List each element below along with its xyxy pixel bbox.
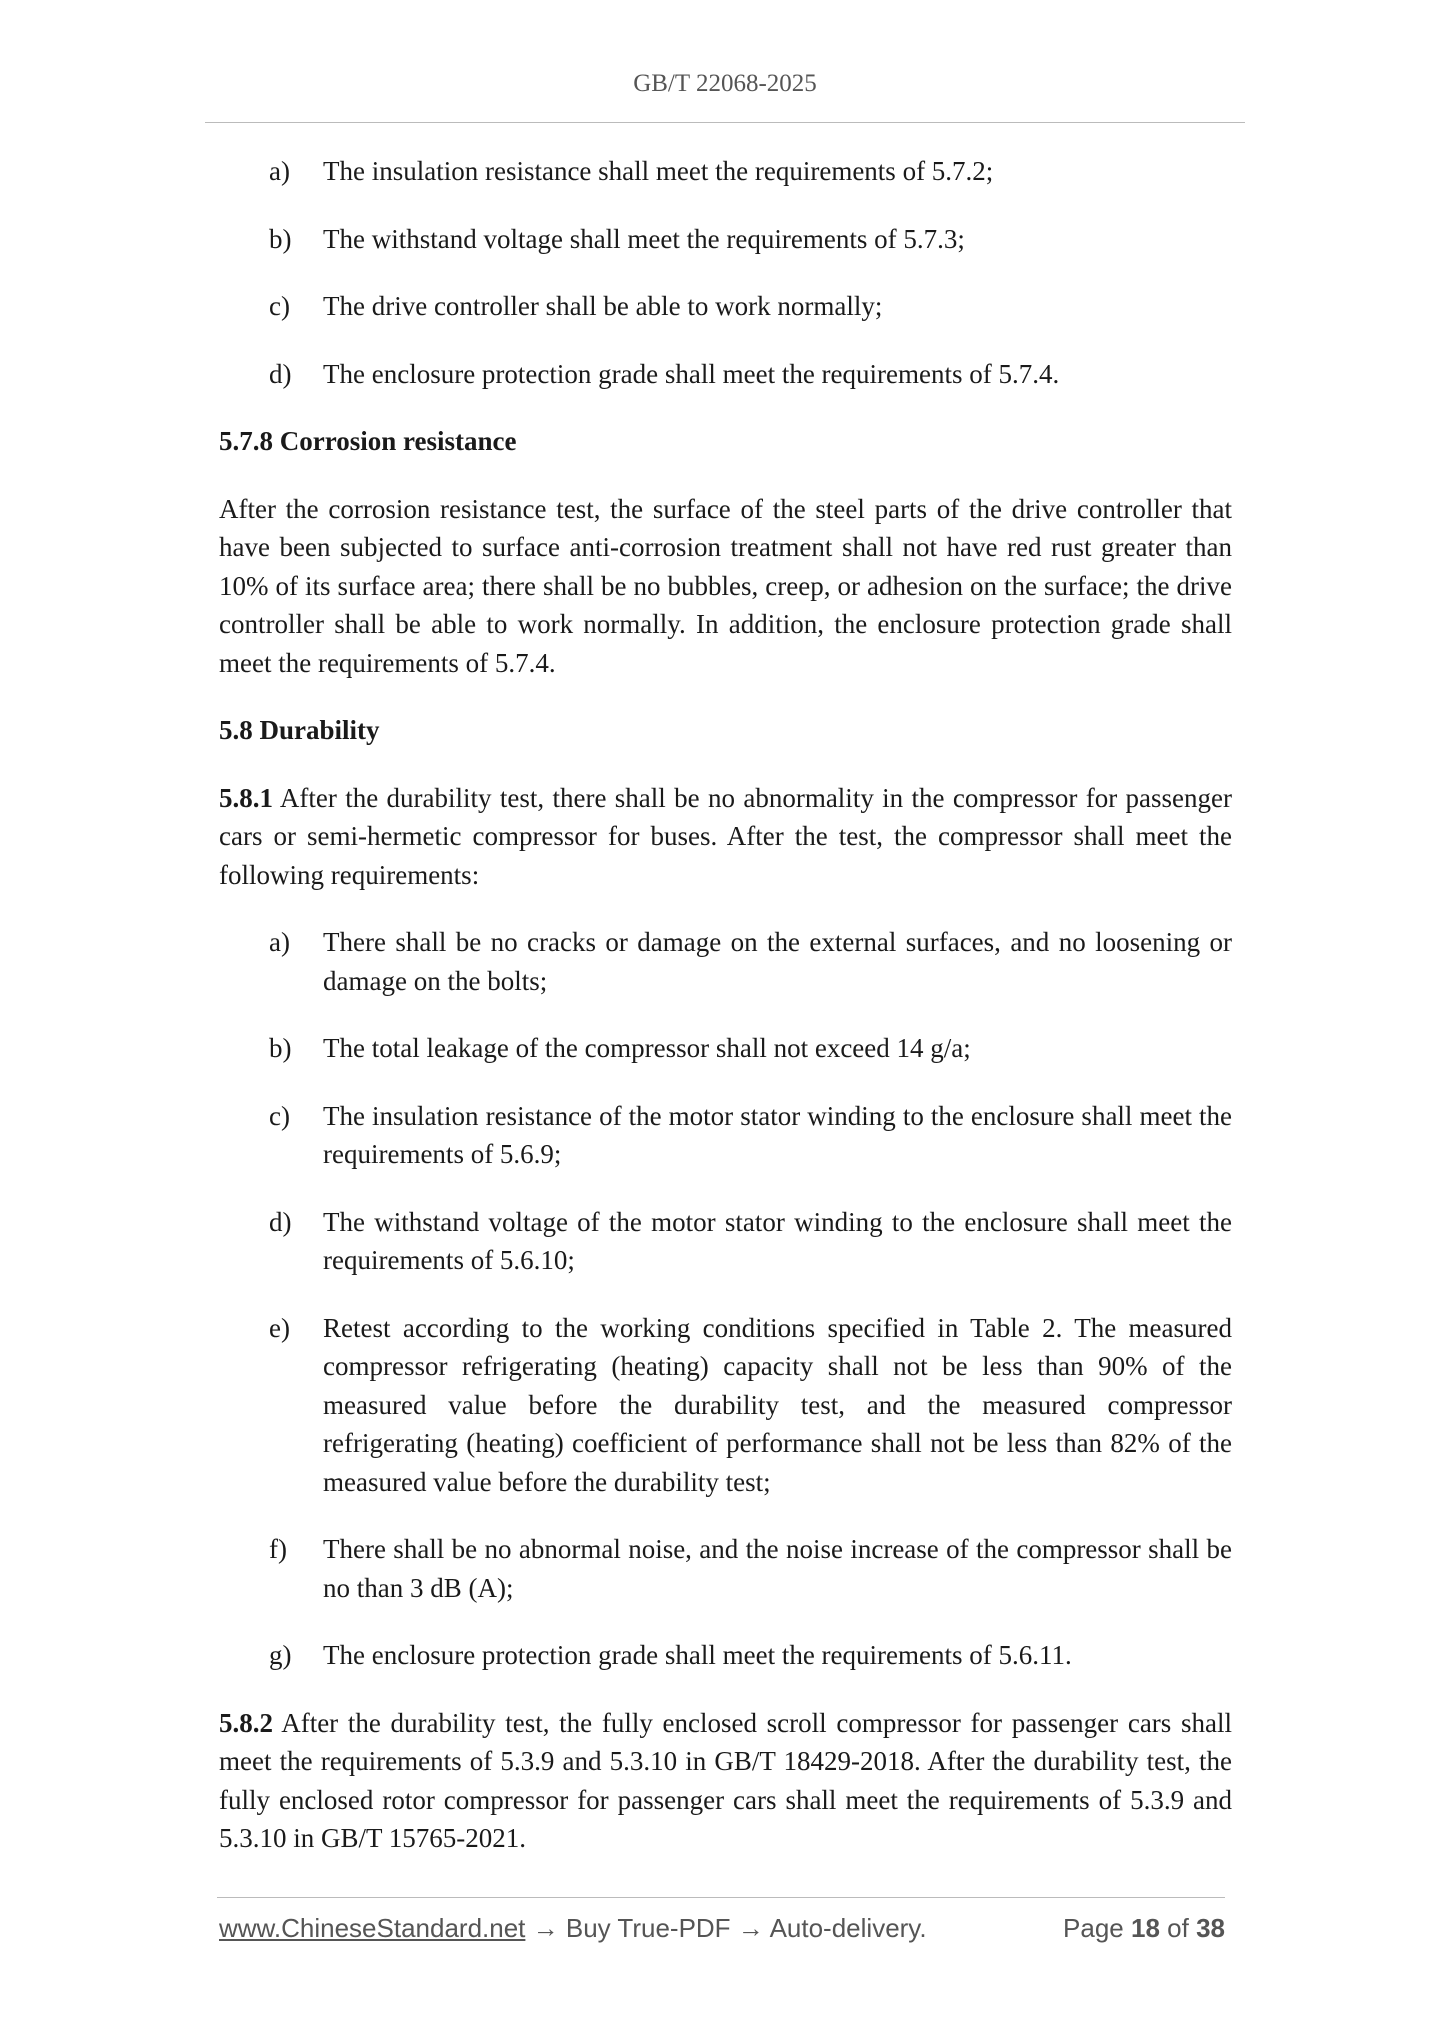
list-item-label: c) (269, 291, 290, 321)
list-item (219, 1530, 1232, 1607)
section-heading-corrosion: 5.7.8 Corrosion resistance (219, 426, 517, 456)
list-item-text: The total leakage of the compressor shall not exceed 14 g/a; (323, 1033, 971, 1063)
list-item (219, 287, 1232, 326)
of-word: of (1167, 1913, 1189, 1943)
list-item (219, 1203, 1232, 1280)
clause-number: 5.8.2 (219, 1707, 273, 1738)
list-item-text: The insulation resistance of the motor stator winding to the enclosure shall meet the requirements of 5.6.9; (323, 1100, 1232, 1169)
list-item (219, 1097, 1232, 1174)
page-indicator (1063, 1913, 1225, 1944)
list-item-text: The withstand voltage of the motor stator winding to the enclosure shall meet the requirements of 5.6.10; (323, 1206, 1232, 1275)
document-code-header: GB/T 22068-2025 (633, 70, 817, 97)
list-item-text: The drive controller shall be able to work normally; (323, 291, 883, 321)
page-footer (219, 1913, 1225, 1944)
footer-tagline: → Buy True-PDF → Auto-delivery. (525, 1913, 927, 1943)
page-word: Page (1063, 1913, 1124, 1943)
paragraph-corrosion: After the corrosion resistance test, the surface of the steel parts of the drive controller that have been subjected to surface anti-corrosion treatment shall not have red rust greater than 10% of its surface area; there shall be no bubbles, creep, or adhesion on the surface; the drive controller shall be able to work normally. In addition, the enclosure protection grade shall meet the requirements of 5.7.4. (219, 493, 1232, 678)
list-item-label: a) (269, 156, 290, 186)
list-item-label: d) (269, 358, 292, 389)
list-item-text: The enclosure protection grade shall meet the requirements of 5.7.4. (323, 358, 1060, 389)
list-item-text: The enclosure protection grade shall meet the requirements of 5.6.11. (323, 1640, 1072, 1670)
list-item-label: b) (269, 223, 292, 254)
list-item-label: b) (269, 1033, 292, 1063)
paragraph-5-8-1 (219, 779, 1232, 895)
section-heading-durability: 5.8 Durability (219, 715, 380, 745)
list-item (219, 355, 1232, 394)
list-item-text: There shall be no abnormal noise, and the noise increase of the compressor shall be no than 3 dB (A); (323, 1534, 1232, 1603)
list-item (219, 1029, 1232, 1068)
list-item-text: The insulation resistance shall meet the requirements of 5.7.2; (323, 156, 994, 186)
website-link[interactable]: www.ChineseStandard.net (219, 1913, 526, 1943)
list-item (219, 1636, 1232, 1675)
paragraph-text: After the durability test, there shall be no abnormality in the compressor for passenger cars or semi-hermetic compressor for buses. After the test, the compressor shall meet the following requirements: (219, 782, 1232, 890)
page-content (219, 152, 1232, 1887)
list-item-text: Retest according to the working conditions specified in Table 2. The measured compressor refrigerating (heating) capacity shall not be less than 90% of the measured value before the durability test, and the measured compressor refrigerating (heating) coefficient of performance shall not be less than 82% of the measured value before the durability test; (323, 1312, 1232, 1497)
header-divider (205, 122, 1245, 123)
list-item (219, 1309, 1232, 1502)
list-item-label: c) (269, 1100, 290, 1131)
clause-number: 5.8.1 (219, 782, 273, 813)
list-item-label: f) (269, 1534, 287, 1564)
list-item-text: There shall be no cracks or damage on the external surfaces, and no loosening or damage on the bolts; (323, 927, 1232, 996)
current-page-number: 18 (1131, 1913, 1160, 1943)
list-item (219, 152, 1232, 191)
total-page-count: 38 (1196, 1913, 1225, 1943)
list-item-label: e) (269, 1312, 290, 1343)
list-item-label: a) (269, 927, 290, 957)
list-item-label: d) (269, 1206, 292, 1237)
footer-divider (217, 1897, 1225, 1898)
paragraph-5-8-2 (219, 1704, 1232, 1858)
list-item (219, 220, 1232, 259)
list-item (219, 923, 1232, 1000)
list-item-text: The withstand voltage shall meet the requirements of 5.7.3; (323, 223, 965, 254)
paragraph-text: After the durability test, the fully enclosed scroll compressor for passenger cars shall meet the requirements of 5.3.9 and 5.3.10 in GB/T 18429-2018. After the durability test, the fully enclosed rotor compressor for passenger cars shall meet the requirements of 5.3.9 and 5.3.10 in GB/T 15765-2021. (219, 1707, 1232, 1853)
list-item-label: g) (269, 1640, 292, 1670)
